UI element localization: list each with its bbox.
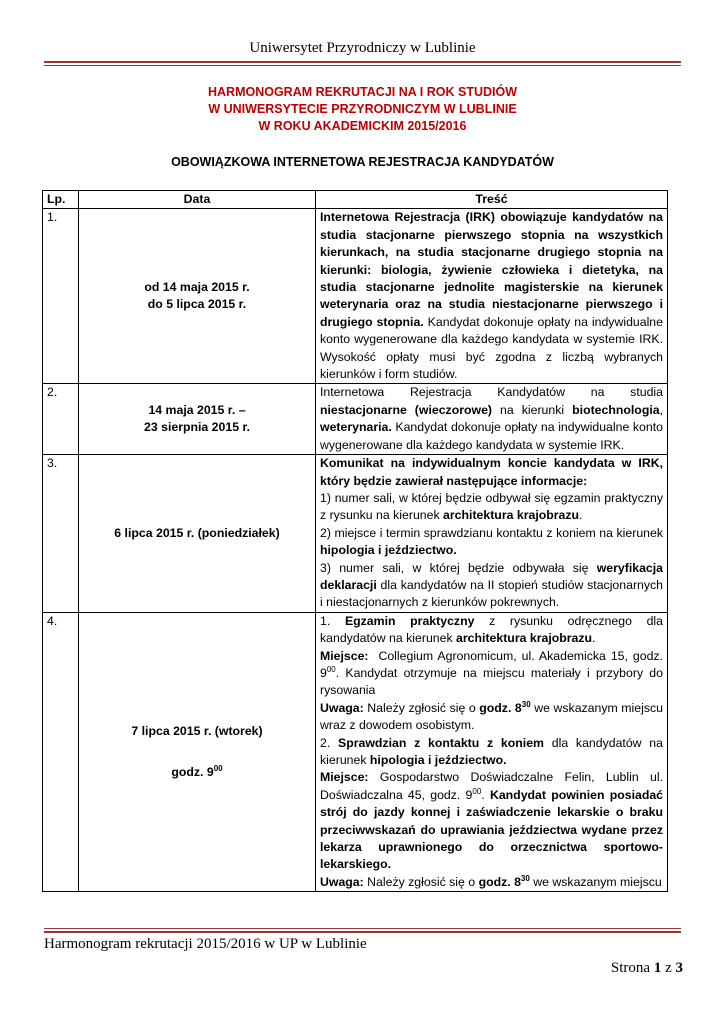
content-text: Należy zgłosić się o: [367, 700, 476, 715]
row-number: 3.: [43, 455, 79, 613]
time-sup: 00: [213, 763, 223, 773]
time-text: godz. 9: [171, 765, 214, 779]
paragraph: 1. Egzamin praktyczny z rysunku odręcznego dla kandydatów na kierunek architektura krajobrazu.: [320, 613, 663, 646]
content-bold: godz. 8: [478, 874, 521, 889]
page-number: [611, 960, 683, 977]
row-number: 2.: [43, 384, 79, 455]
page-of: z: [665, 960, 672, 976]
uwaga-label: Uwaga:: [320, 700, 364, 715]
table-row: [43, 384, 668, 455]
table-row: [43, 209, 668, 384]
uwaga-label: Uwaga:: [320, 874, 364, 889]
list-item: [320, 525, 663, 560]
header-divider: [44, 61, 681, 63]
content-text: dla kandydatów na kierunek: [320, 735, 663, 767]
date-line: 23 sierpnia 2015 r.: [144, 420, 250, 435]
content-bold: biotechnologia: [572, 402, 660, 417]
document-title: [0, 84, 725, 135]
page-total: 3: [675, 960, 683, 976]
header-divider-thin: [44, 65, 681, 66]
content-text: Internetowa Rejestracja Kandydatów na studia: [320, 385, 663, 400]
date-line: do 5 lipca 2015 r.: [147, 297, 247, 312]
row-content: [316, 384, 668, 455]
content-bold: hipologia i jeździectwo.: [320, 543, 457, 558]
time-sup: 30: [521, 699, 531, 709]
title-line-2: W UNIWERSYTECIE PRZYRODNICZYM W LUBLINIE: [208, 102, 517, 116]
row-date: [79, 209, 316, 384]
content-bold: hipologia i jeździectwo.: [369, 753, 507, 767]
content-bold: architektura krajobrazu: [456, 631, 593, 646]
date-line: [83, 764, 311, 781]
row-number: 4.: [43, 612, 79, 892]
content-bold: Internetowa Rejestracja (IRK) obowiązuje kandydatów na studia stacjonarne pierwszego stopnia na wszystkich kierunkach, na studia stacjonarne drugiego stopnia na kierunki: biologia, żywienie człowieka i dietetyka, na studia stacjonarne jednolite magisterskie na kierunek weterynaria oraz na studia niestacjonarne pierwszego i drugiego stopnia.: [320, 210, 663, 329]
title-line-3: W ROKU AKADEMICKIM 2015/2016: [258, 119, 467, 133]
content-text: z rysunku odręcznego dla kandydatów na kierunek: [320, 613, 663, 646]
content-text: Collegium Agronomicum, ul. Akademicka 15, godz. 9: [320, 648, 663, 680]
date-line: od 14 maja 2015 r.: [144, 280, 250, 295]
content-text: 1) numer sali, w której będzie odbywał się egzamin praktyczny z rysunku na kierunek: [320, 490, 663, 523]
page-current: 1: [653, 960, 662, 976]
time-sup: 30: [520, 873, 530, 883]
row-date: [79, 384, 316, 455]
row-number: 1.: [43, 209, 79, 384]
date-line: 14 maja 2015 r. –: [148, 402, 246, 417]
content-text: ,: [659, 402, 664, 417]
page-header: Uniwersytet Przyrodniczy w Lublinie: [249, 40, 476, 56]
content-bold: Komunikat na indywidualnym koncie kandydata w IRK, który będzie zawierał następujące informacje:: [320, 456, 663, 488]
section-subtitle: OBOWIĄZKOWA INTERNETOWA REJESTRACJA KANDYDATÓW: [171, 155, 554, 169]
row-date: [79, 455, 316, 613]
content-bold: Sprawdzian z kontaktu z koniem: [338, 735, 544, 750]
content-bold: weterynaria.: [320, 420, 392, 435]
content-text: Kandydat dokonuje opłaty na indywidualne konto wygenerowane dla każdego kandydata w systemie IRK. Wysokość opłaty musi być zgodna z liczbą wybranych kierunków i form studiów.: [320, 314, 663, 382]
content-text: . Kandydat otrzymuje na miejscu materiały i przybory do rysowania: [320, 665, 663, 698]
paragraph: [320, 700, 663, 735]
list-item: [320, 560, 663, 612]
list-item: 1) numer sali, w której będzie odbywał się egzamin praktyczny z rysunku na kierunek architektura krajobrazu.: [320, 490, 663, 523]
header-content: Treść: [316, 191, 668, 209]
row-content: [316, 209, 668, 384]
table-header-row: [43, 191, 668, 209]
date-line: 7 lipca 2015 r. (wtorek): [131, 723, 263, 738]
title-line-1: HARMONOGRAM REKRUTACJI NA I ROK STUDIÓW: [207, 85, 517, 99]
content-text: 3) numer sali, w której będzie odbywała się: [320, 560, 589, 575]
footer-divider-thin: [44, 928, 681, 929]
row-content: [316, 612, 668, 892]
row-content: [316, 455, 668, 613]
content-text: Kandydat dokonuje opłaty na indywidualne konto wygenerowane dla każdego kandydata w systemie IRK.: [320, 420, 663, 452]
content-bold: Kandydat powinien posiadać strój do jazdy konnej i zaświadczenie lekarskie o braku przeciwwskazań do uprawiania jeździectwa wydane przez lekarza uprawnionego do orzecznictwa sportowo-lekarskiego.: [320, 787, 664, 872]
footer-divider: [44, 931, 681, 933]
content-bold: weryfikacja deklaracji: [320, 560, 664, 592]
content-text: we wskazanym miejscu wraz z dowodem osobistym.: [320, 700, 663, 733]
content-text: Gospodarstwo Doświadczalne Felin, Lublin ul. Doświadczalna 45, godz. 9: [320, 770, 663, 802]
content-text: we wskazanym miejscu: [533, 874, 662, 889]
schedule-table: [42, 190, 668, 892]
paragraph: [320, 769, 663, 873]
content-bold: architektura krajobrazu: [443, 508, 580, 523]
content-text: 2) miejsce i termin sprawdzianu kontaktu z koniem na kierunek: [320, 525, 663, 540]
content-bold: godz. 8: [479, 700, 522, 715]
content-text: 2.: [320, 735, 331, 750]
time-sup: 00: [472, 786, 482, 796]
page-label: Strona: [610, 960, 651, 976]
content-text: dla kandydatów na II stopień studiów stacjonarnych i niestacjonarnych z kierunków pokrewnych.: [320, 577, 664, 610]
paragraph: [320, 648, 663, 700]
paragraph: [320, 735, 663, 770]
content-bold: niestacjonarne (wieczorowe): [320, 402, 493, 417]
paragraph: [320, 874, 663, 891]
table-row: [43, 455, 668, 613]
row-date: [79, 612, 316, 892]
miejsce-label: Miejsce:: [320, 648, 369, 663]
page-footer: Harmonogram rekrutacji 2015/2016 w UP w Lublinie: [44, 936, 367, 952]
content-bold: Egzamin praktyczny: [344, 613, 475, 628]
content-text: na kierunki: [500, 402, 565, 417]
date-line: 6 lipca 2015 r. (poniedziałek): [114, 525, 280, 540]
content-text: 1.: [320, 613, 331, 628]
miejsce-label: Miejsce:: [320, 770, 369, 785]
content-text: .: [481, 787, 485, 802]
header-date: Data: [79, 191, 316, 209]
header-lp: Lp.: [43, 191, 79, 209]
content-text: Należy zgłosić się o: [367, 874, 476, 889]
table-row: [43, 612, 668, 892]
time-sup: 00: [326, 664, 336, 674]
